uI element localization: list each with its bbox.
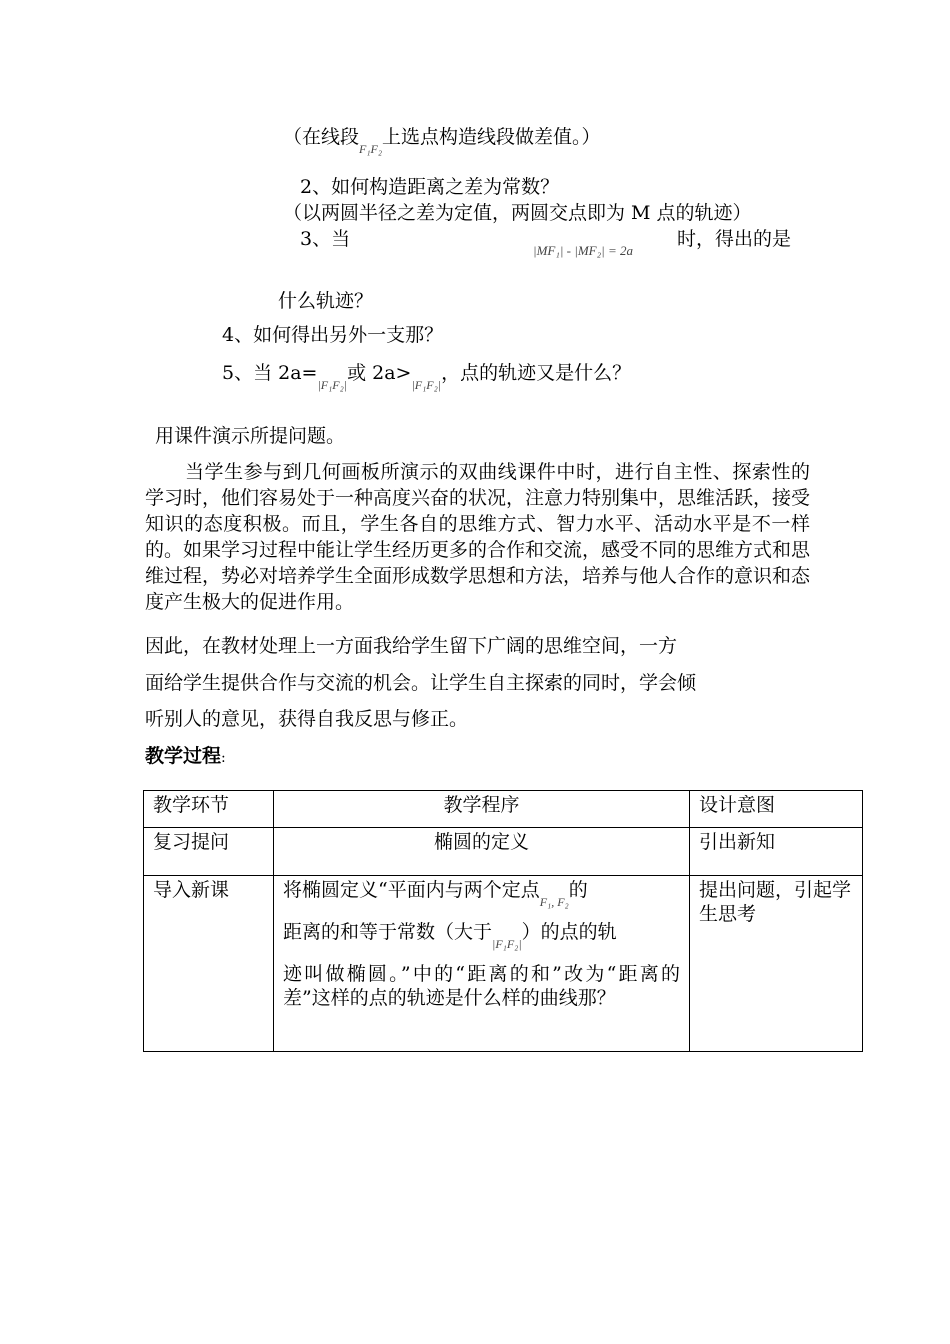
question-5-suffix: ，点的轨迹又是什么？: [441, 362, 632, 384]
abs-f1f2-formula-2: |F₁F₂|: [411, 378, 442, 392]
teaching-process-table: [143, 790, 863, 1052]
question-5-middle: 或 2a>: [347, 362, 412, 384]
intro-procedure-text-d: ）的点的轨: [521, 921, 617, 943]
mf-difference-formula: |MF₁| - |MF₂| = 2a: [533, 243, 633, 258]
table-header-row: [144, 791, 863, 828]
f1-comma-f2-formula: F₁, F₂: [539, 895, 569, 909]
cell-review-stage: 复习提问: [144, 828, 274, 876]
cell-review-intent: 引出新知: [690, 828, 863, 876]
abs-f1f2-formula-3: |F₁F₂|: [492, 937, 522, 951]
paragraph-1: 当学生参与到几何画板所演示的双曲线课件中时，进行自主性、探索性的学习时，他们容易处于一种高度兴奋的状况，注意力特别集中，思维活跃，接受知识的态度积极。而且，学生各自的思维方式、智力水平、活动水平是不一样的。如果学习过程中能让学生经历更多的合作和交流，感受不同的思维方式和思维过程，势必对培养学生全面形成数学思想和方法，培养与他人合作的意识和态度产生极大的促进作用。: [145, 461, 811, 613]
intro-procedure-text-e: 迹叫做椭圆。”中的“距离的和”改为“距离的差”这样的点的轨迹是什么样的曲线那？: [283, 963, 680, 1009]
cell-review-procedure: 椭圆的定义: [274, 828, 690, 876]
question-3-prefix: 3、当: [300, 228, 351, 250]
header-cell-stage: 教学环节: [144, 791, 274, 828]
cell-intro-procedure: [274, 876, 690, 1052]
header-cell-procedure: 教学程序: [274, 791, 690, 828]
question-2: 2、如何构造距离之差为常数？: [300, 176, 560, 198]
line-segment-note: [283, 124, 601, 156]
cell-intro-stage: 导入新课: [144, 876, 274, 1052]
section-heading: [145, 743, 226, 771]
section-heading-colon: :: [221, 750, 226, 766]
intro-procedure-text-c: 距离的和等于常数（大于: [283, 921, 493, 943]
paragraph-2-line-2: 面给学生提供合作与交流的机会。让学生自主探索的同时，学会倾: [145, 672, 697, 694]
intro-procedure-text-b: 的: [568, 879, 588, 901]
body-paragraph: [145, 459, 810, 615]
intro-procedure-text-a: 将椭圆定义“平面内与两个定点: [283, 879, 540, 901]
question-3-continuation: 什么轨迹？: [278, 290, 374, 312]
intro-procedure-line-2: [283, 920, 680, 951]
cell-intro-intent: 提出问题，引起学生思考: [690, 876, 863, 1052]
line-segment-note-suffix: 上选点构造线段做差值。）: [382, 126, 601, 148]
question-5: [222, 360, 632, 392]
question-2-answer: （以两圆半径之差为定值，两圆交点即为 M 点的轨迹）: [283, 202, 752, 224]
paragraph-2-line-1: 因此，在教材处理上一方面我给学生留下广阔的思维空间，一方: [145, 635, 678, 657]
header-cell-intent: 设计意图: [690, 791, 863, 828]
abs-f1f2-formula-1: |F₁F₂|: [317, 378, 348, 392]
question-3-suffix: 时，得出的是: [677, 228, 792, 250]
table-row: [144, 828, 863, 876]
f1f2-formula: F₁F₂: [359, 142, 383, 156]
question-5-prefix: 5、当 2a=: [222, 362, 318, 384]
section-heading-text: 教学过程: [145, 745, 222, 767]
line-segment-note-prefix: （在线段: [283, 126, 360, 148]
intro-procedure-line-1: [283, 878, 680, 909]
courseware-note: 用课件演示所提问题。: [155, 425, 346, 447]
paragraph-2-line-3: 听别人的意见，获得自我反思与修正。: [145, 708, 469, 730]
question-4: 4、如何得出另外一支那？: [222, 324, 444, 346]
table-row: [144, 876, 863, 1052]
